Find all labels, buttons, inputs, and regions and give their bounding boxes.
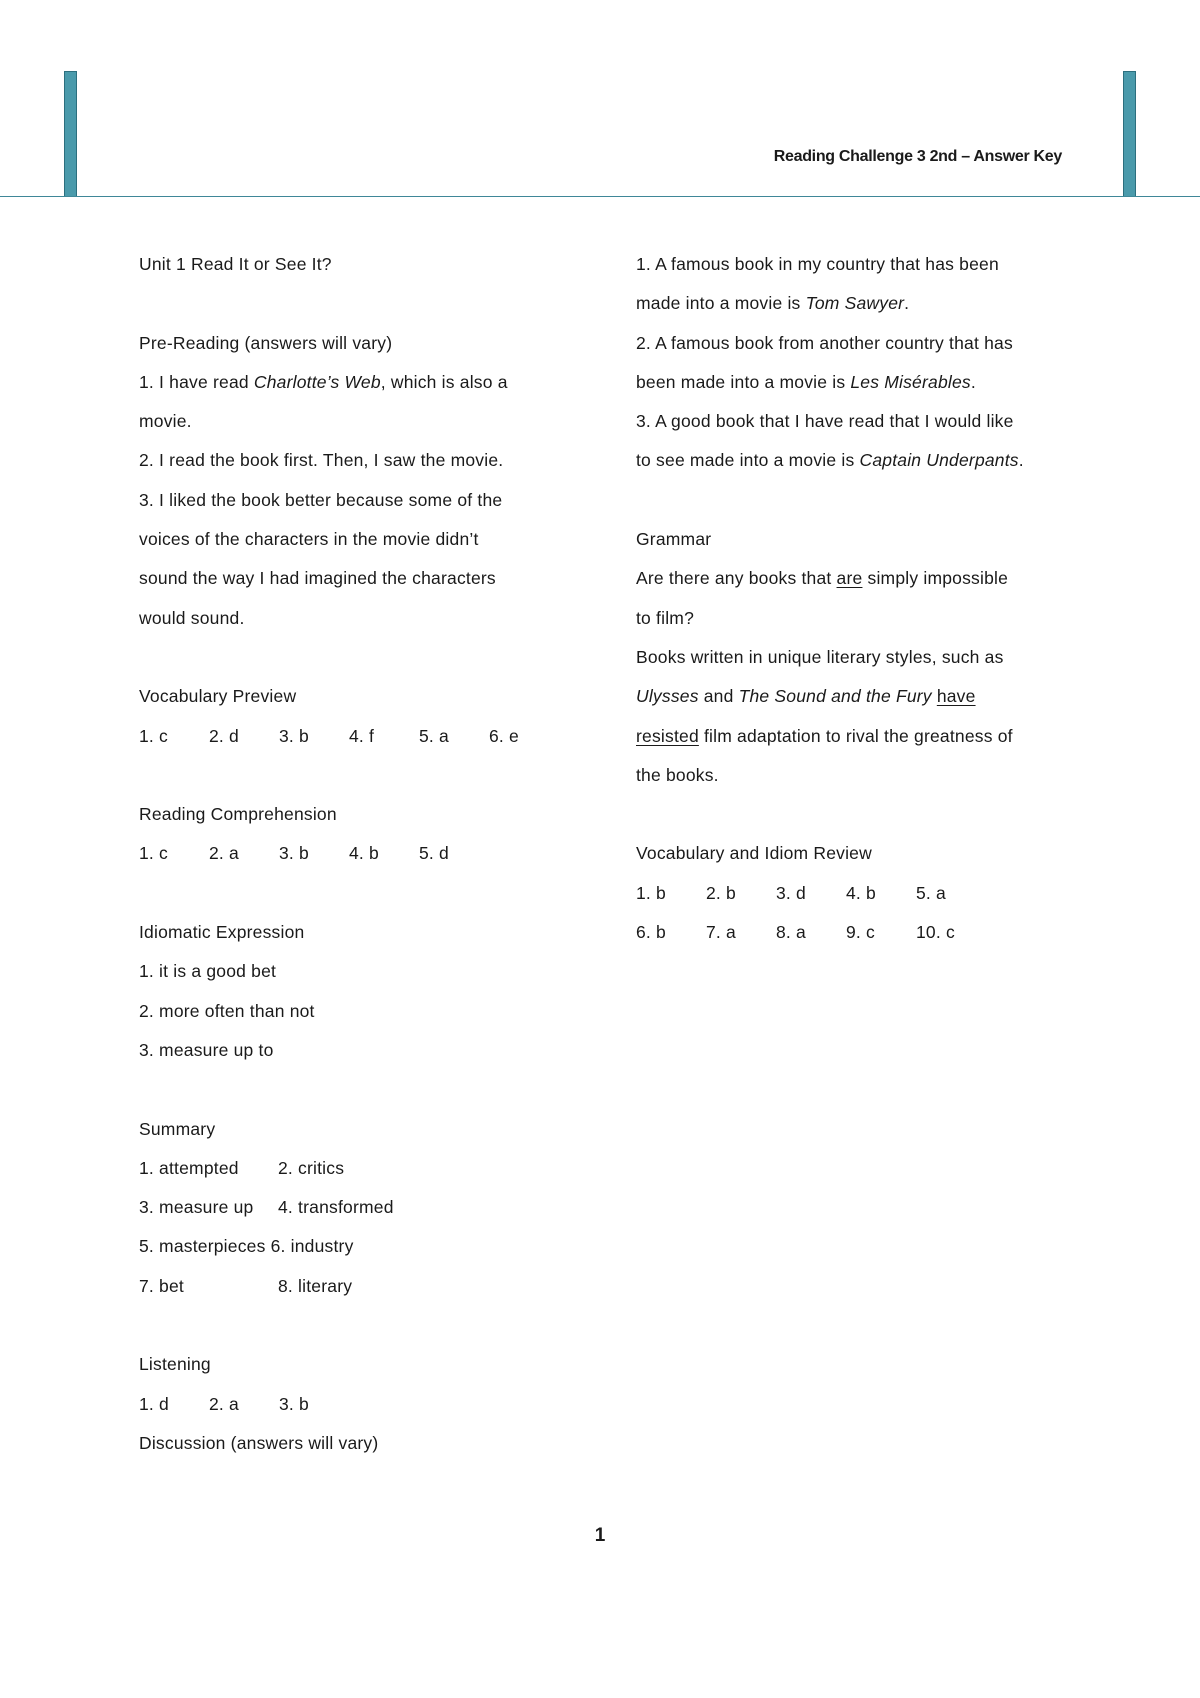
grammar-heading: Grammar [636, 529, 712, 550]
answer: 8. a [776, 922, 806, 943]
idiom-item: 1. it is a good bet [139, 961, 277, 982]
prereading-answer-3: 3. I liked the book better because some of the [139, 489, 503, 510]
answer: 2. d [209, 725, 239, 746]
grammar-sentence-2: Books written in unique literary styles, such as [636, 646, 1004, 667]
summary-word: 7. bet [139, 1275, 184, 1296]
answer: 9. c [846, 922, 876, 943]
discussion-answer-3: 3. A good book that I have read that I would like [636, 411, 1014, 432]
answer: 2. a [209, 843, 239, 864]
summary-row [139, 1228, 579, 1267]
answer: 3. d [776, 882, 806, 903]
answer: 6. e [489, 725, 519, 746]
summary-word: 2. critics [278, 1157, 345, 1178]
book-title: Tom Sawyer [805, 293, 905, 314]
summary-word: 6. industry [270, 1236, 354, 1257]
summary-word: 1. attempted [139, 1157, 239, 1178]
idiom-item: 3. measure up to [139, 1039, 274, 1060]
unit-title: Unit 1 Read It or See It? [139, 254, 332, 274]
underlined-verb: resisted [636, 725, 699, 746]
summary-row [139, 1189, 579, 1228]
vocab-review-heading: Vocabulary and Idiom Review [636, 843, 872, 864]
answer: 1. c [139, 725, 169, 746]
grammar-sentence-2-cont: resisted film adaptation to rival the greatness of [636, 725, 1013, 746]
summary-word: 4. transformed [278, 1197, 394, 1218]
answer: 10. c [916, 922, 955, 943]
answer: 4. b [846, 882, 876, 903]
summary-heading: Summary [139, 1118, 216, 1139]
answer: 1. c [139, 843, 169, 864]
grammar-sentence-1-cont: to film? [636, 607, 695, 628]
left-column [139, 246, 579, 1464]
header-title: Reading Challenge 3 2nd – Answer Key [773, 148, 1062, 165]
answer: 1. b [636, 882, 666, 903]
answer: 4. f [349, 725, 375, 746]
prereading-answer-3-cont: would sound. [139, 607, 245, 628]
answer: 5. d [419, 843, 449, 864]
vocab-preview-heading: Vocabulary Preview [139, 686, 297, 707]
answer: 4. b [349, 843, 379, 864]
underlined-verb: are [836, 568, 863, 589]
page-number: 1 [594, 1525, 606, 1546]
book-title: Captain Underpants [859, 450, 1019, 471]
answer: 5. a [419, 725, 449, 746]
discussion-answer-1-cont: made into a movie is Tom Sawyer. [636, 293, 910, 314]
idiom-item: 2. more often than not [139, 1000, 315, 1021]
reading-comp-answers [139, 835, 579, 874]
prereading-answer-2: 2. I read the book first. Then, I saw the movie. [139, 450, 504, 471]
vocab-review-answers [636, 914, 1086, 953]
book-title: Charlotte’s Web [253, 371, 381, 392]
header-rule [0, 196, 1200, 197]
summary-row [139, 1150, 579, 1189]
header-right-bar [1123, 71, 1136, 197]
book-title: Les Misérables [850, 371, 971, 392]
answer: 7. a [706, 922, 736, 943]
summary-word: 3. measure up [139, 1197, 254, 1218]
prereading-answer-1-cont: movie. [139, 411, 192, 432]
prereading-answer-1: 1. I have read Charlotte’s Web, which is also a [139, 371, 508, 392]
book-title: The Sound and the Fury [738, 686, 932, 707]
reading-comp-heading: Reading Comprehension [139, 804, 337, 825]
grammar-sentence-1: Are there any books that are simply impossible [636, 568, 1009, 589]
discussion-heading: Discussion (answers will vary) [139, 1432, 379, 1453]
answer: 6. b [636, 922, 666, 943]
right-column [636, 246, 1086, 953]
discussion-answer-3-cont: to see made into a movie is Captain Underpants. [636, 450, 1024, 471]
listening-heading: Listening [139, 1354, 211, 1375]
prereading-heading: Pre-Reading (answers will vary) [139, 332, 393, 353]
book-title: Ulysses [636, 686, 699, 707]
vocab-preview-answers [139, 718, 579, 757]
answer: 2. b [706, 882, 736, 903]
listening-answers [139, 1386, 579, 1425]
answer: 5. a [916, 882, 946, 903]
discussion-answer-2-cont: been made into a movie is Les Misérables. [636, 371, 976, 392]
answer: 2. a [209, 1393, 239, 1414]
answer: 3. b [279, 1393, 309, 1414]
summary-word: 5. masterpieces [139, 1236, 266, 1257]
grammar-sentence-2-cont: the books. [636, 764, 719, 785]
header-left-bar [64, 71, 77, 197]
underlined-verb: have [936, 686, 976, 707]
summary-row [139, 1268, 579, 1307]
idiomatic-heading: Idiomatic Expression [139, 922, 305, 943]
answer: 3. b [279, 843, 309, 864]
answer: 3. b [279, 725, 309, 746]
discussion-answer-1: 1. A famous book in my country that has been [636, 254, 999, 274]
prereading-answer-3-cont: sound the way I had imagined the characters [139, 568, 496, 589]
answer: 1. d [139, 1393, 169, 1414]
summary-word: 8. literary [278, 1275, 353, 1296]
discussion-answer-2: 2. A famous book from another country that has [636, 332, 1013, 353]
prereading-answer-3-cont: voices of the characters in the movie didn’t [139, 529, 479, 550]
vocab-review-answers [636, 875, 1086, 914]
grammar-sentence-2-cont: Ulysses and The Sound and the Fury have [636, 686, 976, 707]
